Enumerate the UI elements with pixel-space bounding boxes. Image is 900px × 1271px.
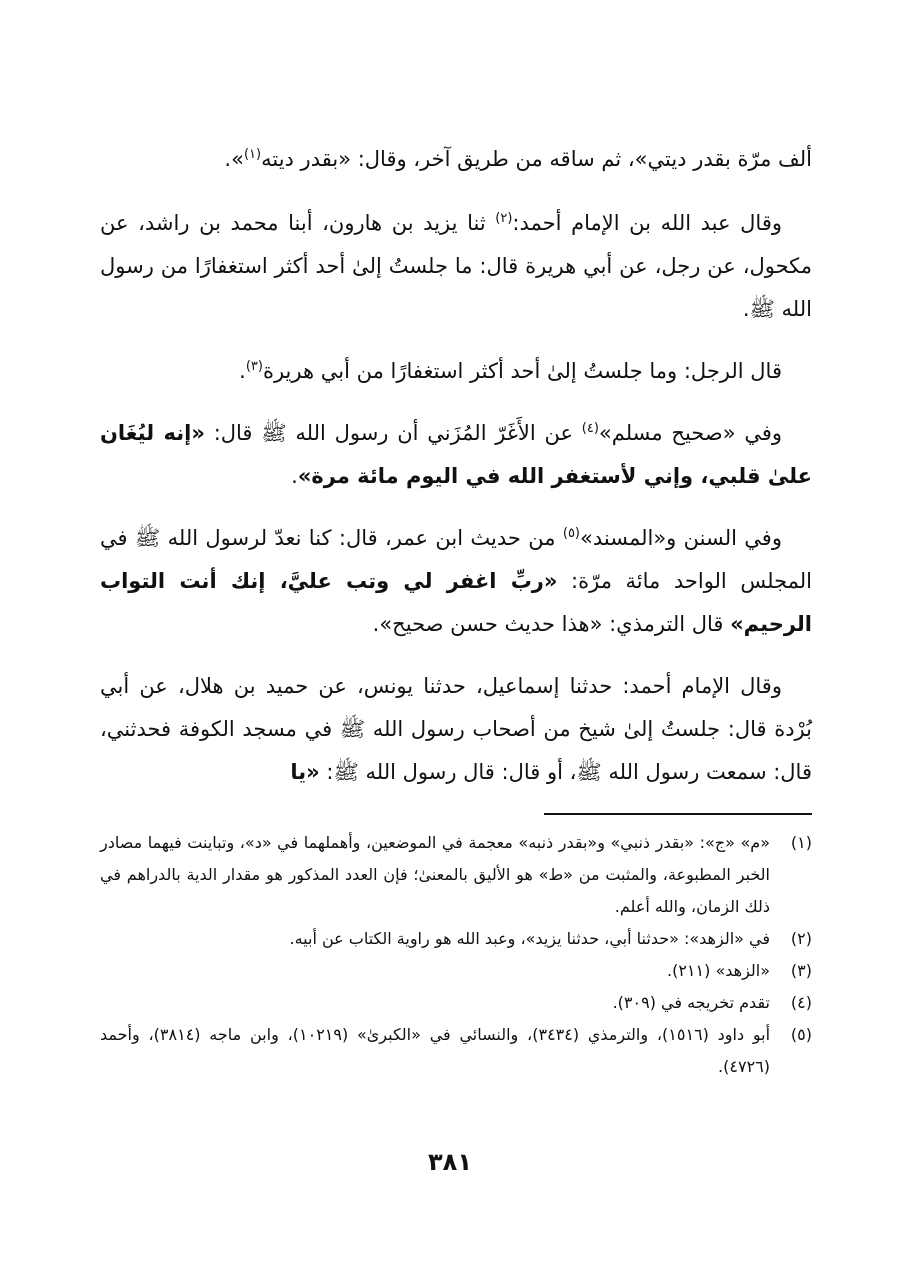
text-run: . [291, 464, 298, 488]
paragraph-6 [100, 665, 812, 794]
footnote-ref-5[interactable]: (٥) [562, 526, 580, 541]
paragraph-1 [100, 138, 812, 181]
hadith-quote: «يا [290, 760, 320, 784]
footnote-number: (١) [790, 833, 812, 852]
text-run: عن الأَغَرّ المُزَني أن رسول الله ﷺ قال: [204, 421, 582, 445]
text-run: وقال عبد الله بن الإمام أحمد: [512, 211, 782, 235]
footnote-number: (٥) [790, 1025, 812, 1044]
footnote-2 [100, 923, 812, 955]
text-run: قال الترمذي: «هذا حديث حسن صحيح». [372, 612, 731, 636]
footnote-divider [544, 813, 812, 815]
paragraph-2 [100, 202, 812, 331]
footnote-1 [100, 827, 812, 923]
footnotes [100, 827, 812, 1083]
footnote-3 [100, 955, 812, 987]
footnote-text: «الزهد» (٢١١). [667, 961, 770, 980]
hadith-quote: «ربِّ اغفر لي وتب عليَّ، إنك أنت التواب الرحيم» [100, 569, 812, 636]
paragraph-4 [100, 412, 812, 498]
footnote-number: (٣) [790, 961, 812, 980]
paragraph-5 [100, 517, 812, 646]
footnote-5 [100, 1019, 812, 1083]
footnote-text: في «الزهد»: «حدثنا أبي، حدثنا يزيد»، وعبد الله هو راوية الكتاب عن أبيه. [289, 929, 770, 948]
footnote-ref-2[interactable]: (٢) [495, 211, 513, 226]
footnote-number: (٤) [790, 993, 812, 1012]
text-run: ثنا يزيد بن هارون، أبنا محمد بن راشد، عن مكحول، عن رجل، عن أبي هريرة قال: ما جلستُ إلىٰ أحد أكثر استغفارًا من رسول الله ﷺ. [100, 211, 812, 321]
footnote-text: أبو داود (١٥١٦)، والترمذي (٣٤٣٤)، والنسائي في «الكبرىٰ» (١٠٢١٩)، وابن ماجه (٣٨١٤)، وأحمد (٤٧٢٦). [100, 1025, 771, 1076]
page-body [100, 138, 812, 1083]
footnote-4 [100, 987, 812, 1019]
footnote-ref-4[interactable]: (٤) [581, 421, 599, 436]
text-run: ». [224, 147, 244, 171]
footnote-ref-1[interactable]: (١) [243, 147, 262, 162]
hadith-quote: «إنه ليُغَان علىٰ قلبي، وإني لأستغفر الله في اليوم مائة مرة» [100, 421, 812, 488]
footnote-number: (٢) [790, 929, 812, 948]
text-run: وفي السنن و«المسند» [580, 526, 782, 550]
footnote-text: «م» «ج»: «بقدر ذنبي» و«بقدر ذنبه» معجمة في الموضعين، وأهملهما في «د»، وتباينت فيهما مصادر الخبر المطبوعة، والمثبت من «ط» هو الأليق بالمعنىٰ؛ فإن العدد المذكور هو مقدار الدية بالدراهم في ذلك الزمان، والله أعلم. [100, 833, 770, 916]
text-run: وفي «صحيح مسلم» [598, 421, 783, 445]
paragraph-3 [100, 350, 812, 393]
text-run: وقال الإمام أحمد: حدثنا إسماعيل، حدثنا يونس، عن حميد بن هلال، عن أبي بُرْدة قال: جلستُ إلىٰ شيخ من أصحاب رسول الله ﷺ في مسجد الكوفة فحدثني، قال: سمعت رسول الله ﷺ، أو قال: قال رسول الله ﷺ: [100, 674, 812, 784]
text-run: من حديث ابن عمر، قال: كنا نعدّ لرسول الله ﷺ في المجلس الواحد مائة مرّة: [100, 526, 812, 593]
footnote-text: تقدم تخريجه في (٣٠٩). [612, 993, 770, 1012]
text-run: . [239, 359, 246, 383]
page-number: ٣٨١ [428, 1148, 472, 1176]
footnote-ref-3[interactable]: (٣) [245, 359, 263, 374]
text-run: ألف مرّة بقدر ديتي»، ثم ساقه من طريق آخر، وقال: «بقدر ديته [261, 147, 812, 171]
text-run: قال الرجل: وما جلستُ إلىٰ أحد أكثر استغفارًا من أبي هريرة [262, 359, 782, 383]
